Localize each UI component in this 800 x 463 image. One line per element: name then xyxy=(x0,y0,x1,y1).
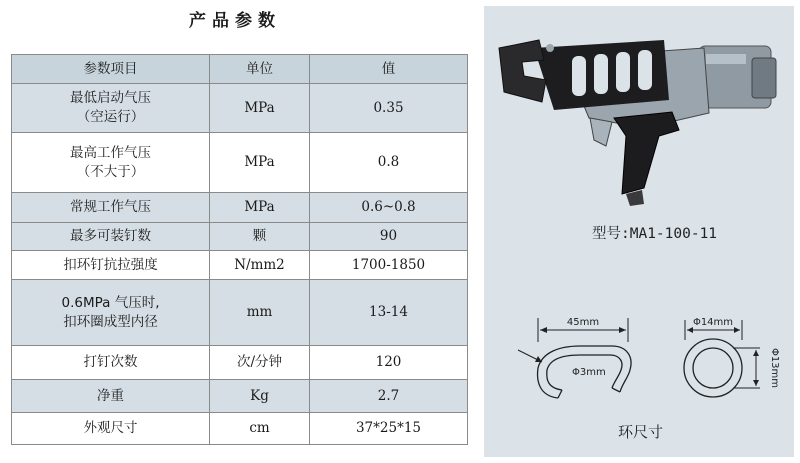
table-row xyxy=(12,346,468,380)
param-unit: MPa xyxy=(210,84,310,133)
page-title: 产品参数 xyxy=(189,11,281,31)
wire-diameter-label: Φ3mm xyxy=(572,367,606,378)
table-row xyxy=(12,223,468,251)
param-value: 13-14 xyxy=(310,280,468,346)
param-name: 外观尺寸 xyxy=(12,413,210,445)
table-row xyxy=(12,280,468,346)
param-value: 0.6~0.8 xyxy=(310,193,468,223)
param-name: 净重 xyxy=(12,380,210,413)
param-unit: MPa xyxy=(210,193,310,223)
table-row xyxy=(12,133,468,193)
param-value: 37*25*15 xyxy=(310,413,468,445)
param-value: 90 xyxy=(310,223,468,251)
table-header-row xyxy=(12,55,468,84)
param-unit: mm xyxy=(210,280,310,346)
param-unit: Kg xyxy=(210,380,310,413)
header-value: 值 xyxy=(310,55,468,84)
table-row xyxy=(12,84,468,133)
ring-outer-label: Φ14mm xyxy=(692,317,734,328)
table-row xyxy=(12,193,468,223)
ring-inner-label: Φ13mm xyxy=(769,347,780,389)
closed-ring-inner xyxy=(693,348,733,388)
spec-table xyxy=(11,54,468,445)
param-name: 最多可装钉数 xyxy=(12,223,210,251)
param-name: 最高工作气压 （不大于） xyxy=(12,133,210,193)
width-label: 45mm xyxy=(566,317,600,328)
model-number: 型号:MA1-100-11 xyxy=(592,226,718,242)
header-unit: 单位 xyxy=(210,55,310,84)
table-row xyxy=(12,413,468,445)
param-value: 0.35 xyxy=(310,84,468,133)
param-value: 120 xyxy=(310,346,468,380)
param-name: 0.6MPa 气压时, 扣环圈成型内径 xyxy=(12,280,210,346)
param-unit: 颗 xyxy=(210,223,310,251)
param-name: 常规工作气压 xyxy=(12,193,210,223)
param-value: 0.8 xyxy=(310,133,468,193)
param-value: 2.7 xyxy=(310,380,468,413)
table-row xyxy=(12,380,468,413)
table-row xyxy=(12,251,468,280)
ring-dimension-diagram xyxy=(500,300,790,420)
param-value: 1700-1850 xyxy=(310,251,468,280)
ring-caption: 环尺寸 xyxy=(618,423,664,441)
header-param: 参数项目 xyxy=(12,55,210,84)
param-unit: MPa xyxy=(210,133,310,193)
param-unit: cm xyxy=(210,413,310,445)
hog-ring-plier-image xyxy=(494,18,784,208)
param-name: 打钉次数 xyxy=(12,346,210,380)
param-unit: 次/分钟 xyxy=(210,346,310,380)
param-unit: N/mm2 xyxy=(210,251,310,280)
param-name: 扣环钉抗拉强度 xyxy=(12,251,210,280)
param-name: 最低启动气压 （空运行） xyxy=(12,84,210,133)
